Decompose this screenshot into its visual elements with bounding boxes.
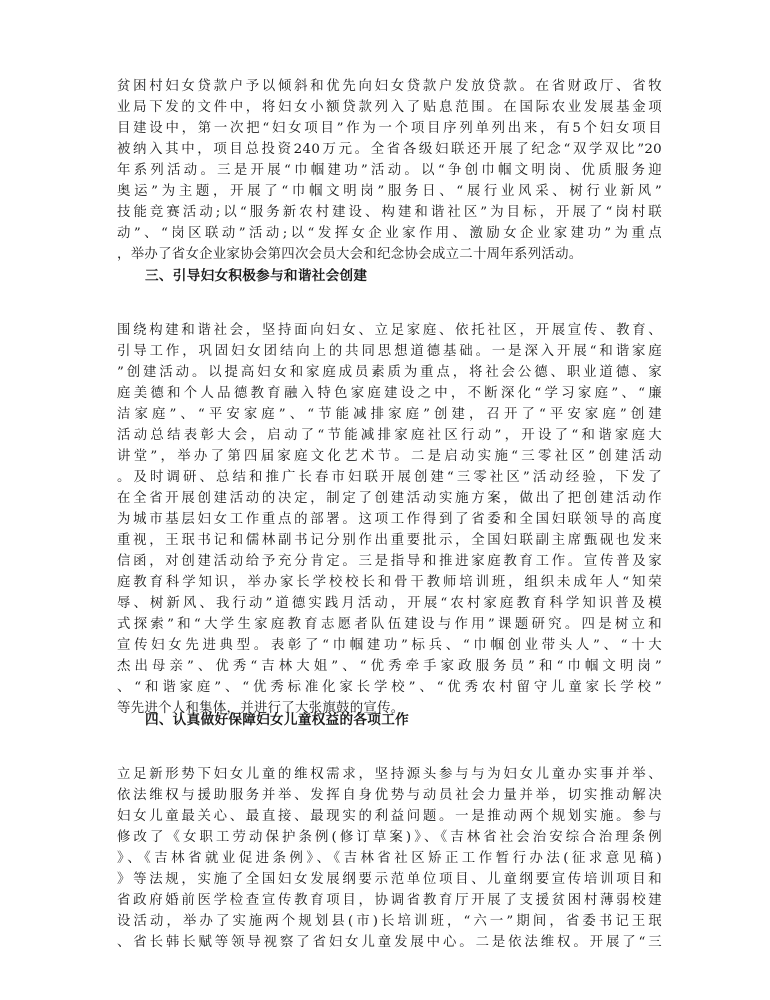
text-line: 省政府婚前医学检查宣传教育项目，协调省教育厅开展了支援贫困村薄弱校建 [117,893,662,908]
text-line: 等先进个人和集体，并进行了大张旗鼓的宣传。 [117,701,405,716]
text-line: 活动总结表彰大会，启动了“节能减排家庭社区行动”，开设了“和谐家庭大 [117,428,662,443]
text-line: 、“和谐家庭”、“优秀标准化家长学校”、“优秀农村留守儿童家长学校” [117,680,662,695]
text-line: 设活动，举办了实施两个规划县(市)长培训班，“六一”期间，省委书记王珉 [117,914,662,929]
text-line: 、省长韩长赋等领导视察了省妇女儿童发展中心。二是依法维权。开展了“三 [117,935,662,950]
paragraph-loans-and-women-achievement [117,76,662,265]
text-line: 式探索”和“大学生家庭教育志愿者队伍建设与作用”课题研究。四是树立和 [117,617,662,632]
text-line: 贫困村妇女贷款户予以倾斜和优先向妇女贷款户发放贷款。在省财政厅、省牧 [117,79,662,94]
text-line: 重视，王珉书记和儒林副书记分别作出重要批示，全国妇联副主席甄砚也发来 [117,533,662,548]
text-line: 讲堂”，举办了第四届家庭文化艺术节。二是启动实施“三零社区”创建活动 [117,449,662,464]
text-line: 》、《吉林省就业促进条例》、《吉林省社区矫正工作暂行办法(征求意见稿) [117,851,662,866]
text-line: 业局下发的文件中，将妇女小额贷款列入了贴息范围。在国际农业发展基金项 [117,100,662,115]
text-line: 引导工作，巩固妇女团结向上的共同思想道德基础。一是深入开展“和谐家庭 [117,344,662,359]
text-line: 。及时调研、总结和推广长春市妇联开展创建“三零社区”活动经验，下发了 [117,470,662,485]
text-line: 被纳入其中，项目总投资240万元。全省各级妇联还开展了纪念“双学双比”20 [117,142,662,157]
text-line: 信函，对创建活动给予充分肯定。三是指导和推进家庭教育工作。宣传普及家 [117,554,662,569]
text-line: 依法维权与援助服务并举、发挥自身优势与动员社会力量并举，切实推动解决 [117,788,662,803]
text-line: 在全省开展创建活动的决定，制定了创建活动实施方案，做出了把创建活动作 [117,491,662,506]
text-line: 》等法规，实施了全国妇女发展纲要示范单位项目、儿童纲要宣传培训项目和 [117,872,662,887]
text-line: ”创建活动。以提高妇女和家庭成员素质为重点，将社会公德、职业道德、家 [117,365,662,380]
section-heading-4: 四、认真做好保障妇女儿童权益的各项工作 [145,712,409,728]
text-line: 年系列活动。三是开展“巾帼建功”活动。以“争创巾帼文明岗、优质服务迎 [117,163,662,178]
text-line: 辱、树新风、我行动”道德实践月活动，开展“农村家庭教育科学知识普及模 [117,596,662,611]
text-line: 目建设中，第一次把“妇女项目”作为一个项目序列单列出来，有5个妇女项目 [117,121,662,136]
section-heading-3: 三、引导妇女积极参与和谐社会创建 [145,268,368,284]
text-line: 奥运”为主题，开展了“巾帼文明岗”服务日、“展行业风采、树行业新风” [117,184,662,199]
text-line: 杰出母亲”、优秀“吉林大姐”、“优秀牵手家政服务员”和“巾帼文明岗” [117,659,662,674]
text-line: ，举办了省女企业家协会第四次会员大会和纪念协会成立二十周年系列活动。 [117,247,583,262]
text-line: 庭美德和个人品德教育融入特色家庭建设之中，不断深化“学习家庭”、“廉 [117,386,662,401]
text-line: 修改了《女职工劳动保护条例(修订草案)》、《吉林省社会治安综合治理条例 [117,830,662,845]
text-line: 洁家庭”、“平安家庭”、“节能减排家庭”创建，召开了“平安家庭”创建 [117,407,662,422]
text-line: 技能竞赛活动;以“服务新农村建设、构建和谐社区”为目标，开展了“岗村联 [117,205,662,220]
paragraph-harmonious-society [117,320,662,719]
text-line: 为城市基层妇女工作重点的部署。这项工作得到了省委和全国妇联领导的高度 [117,512,662,527]
text-line: 妇女儿童最关心、最直接、最现实的利益问题。一是推动两个规划实施。参与 [117,809,662,824]
text-line: 立足新形势下妇女儿童的维权需求，坚持源头参与与为妇女儿童办实事并举、 [117,767,662,782]
paragraph-rights-protection [117,764,662,953]
text-line: 宣传妇女先进典型。表彰了“巾帼建功”标兵、“巾帼创业带头人”、“十大 [117,638,662,653]
text-line: 围绕构建和谐社会，坚持面向妇女、立足家庭、依托社区，开展宣传、教育、 [117,323,662,338]
text-line: 庭教育科学知识，举办家长学校校长和骨干教师培训班，组织未成年人“知荣 [117,575,662,590]
text-line: 动”、“岗区联动”活动;以“发挥女企业家作用、激励女企业家建功”为重点 [117,226,662,241]
